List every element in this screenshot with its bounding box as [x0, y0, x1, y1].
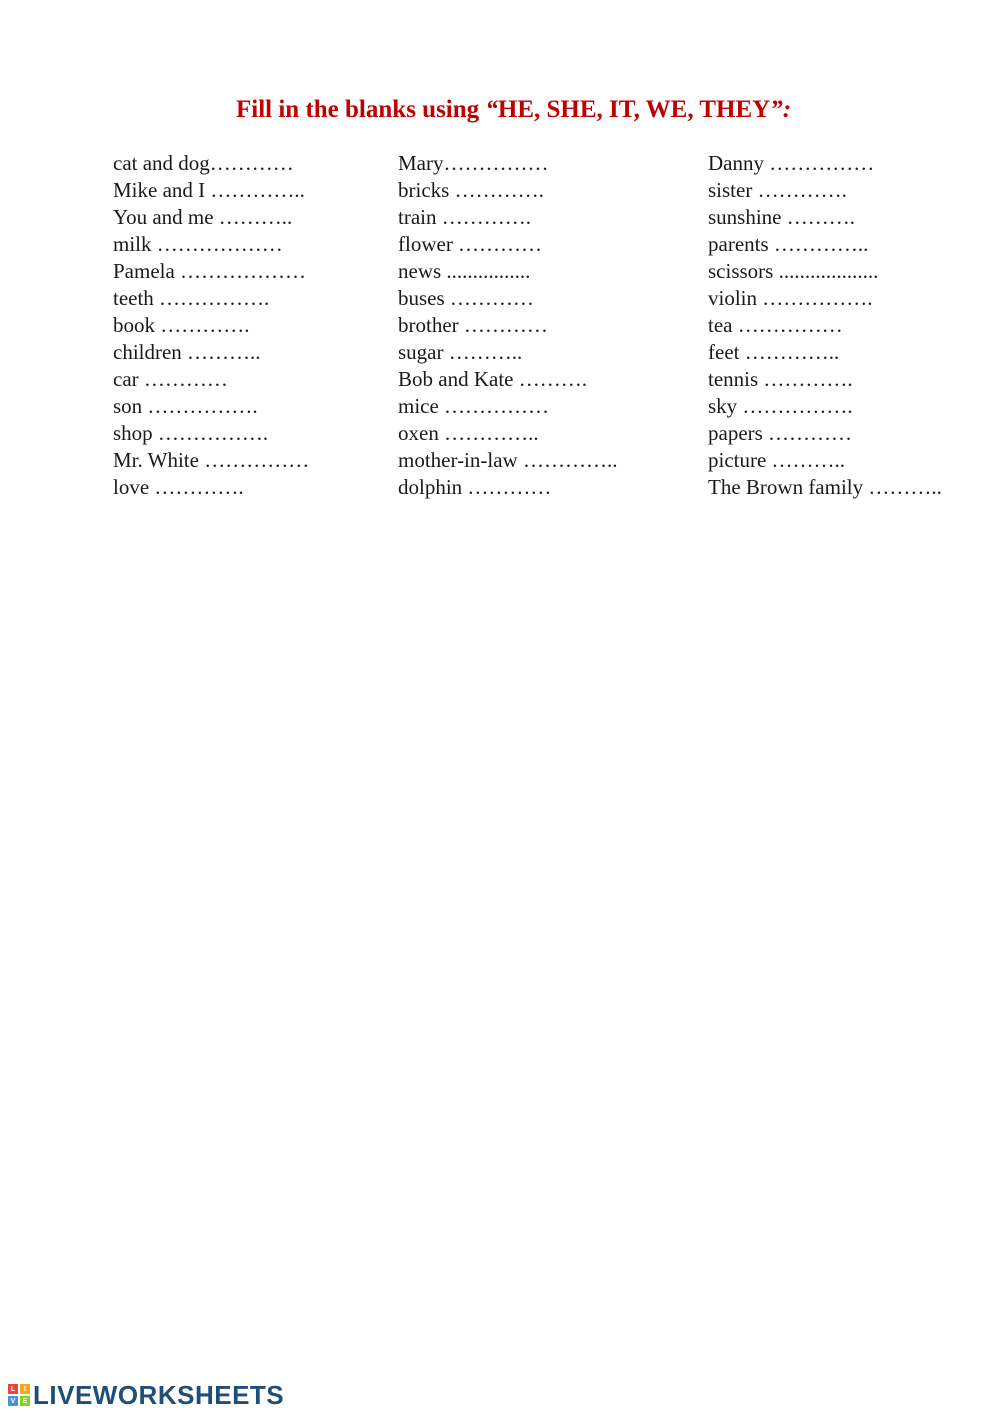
blank-item[interactable]: tennis …………. [708, 367, 853, 391]
blank-item[interactable]: sunshine ………. [708, 205, 855, 229]
blank-item[interactable]: You and me ……….. [113, 205, 293, 229]
blank-item[interactable]: Bob and Kate ………. [398, 367, 587, 391]
blank-item[interactable]: feet ………….. [708, 340, 840, 364]
logo-tile: V [8, 1396, 18, 1406]
liveworksheets-footer [8, 1380, 284, 1410]
blank-item[interactable]: milk ……………… [113, 232, 283, 256]
blank-item[interactable]: scissors ................... [708, 259, 879, 283]
blank-item[interactable]: The Brown family ……….. [708, 475, 942, 499]
blank-item[interactable]: sister …………. [708, 178, 847, 202]
blank-item[interactable]: car ………… [113, 367, 228, 391]
blank-item[interactable]: train …………. [398, 205, 531, 229]
blank-item[interactable]: violin ……………. [708, 286, 873, 310]
blank-item[interactable]: son ……………. [113, 394, 258, 418]
blank-item[interactable]: Mary…………… [398, 151, 549, 175]
word-column-1 [113, 150, 309, 501]
logo-tile: E [20, 1396, 30, 1406]
title-open-quote: “ [485, 96, 498, 123]
word-column-3 [708, 150, 942, 501]
blank-item[interactable]: cat and dog………… [113, 151, 294, 175]
blank-item[interactable]: flower ………… [398, 232, 543, 256]
logo-tile: L [8, 1384, 18, 1394]
blank-item[interactable]: papers ………… [708, 421, 853, 445]
blank-item[interactable]: tea …………… [708, 313, 843, 337]
blank-item[interactable]: Mike and I ………….. [113, 178, 305, 202]
blank-item[interactable]: children ……….. [113, 340, 261, 364]
blank-item[interactable]: bricks …………. [398, 178, 544, 202]
blank-item[interactable]: book …………. [113, 313, 250, 337]
worksheet-title [236, 96, 791, 124]
blank-item[interactable]: sugar ……….. [398, 340, 523, 364]
blank-item[interactable]: dolphin ………… [398, 475, 552, 499]
title-pronouns: HE, SHE, IT, WE, THEY [497, 96, 771, 123]
blank-item[interactable]: Danny …………… [708, 151, 875, 175]
blank-item[interactable]: picture ……….. [708, 448, 846, 472]
blank-item[interactable]: love …………. [113, 475, 244, 499]
title-close-quote: ”: [770, 96, 792, 123]
blank-item[interactable]: news ................ [398, 259, 531, 283]
liveworksheets-logo-icon [8, 1384, 30, 1406]
blank-item[interactable]: brother ………… [398, 313, 548, 337]
blank-item[interactable]: mice …………… [398, 394, 550, 418]
blank-item[interactable]: oxen ………….. [398, 421, 539, 445]
blank-item[interactable]: Mr. White …………… [113, 448, 310, 472]
blank-item[interactable]: shop ……………. [113, 421, 269, 445]
title-instruction: Fill in the blanks using [236, 96, 486, 123]
blank-item[interactable]: parents ………….. [708, 232, 869, 256]
blank-item[interactable]: Pamela ……………… [113, 259, 307, 283]
blank-item[interactable]: buses ………… [398, 286, 534, 310]
word-column-2 [398, 150, 617, 501]
blank-item[interactable]: teeth ……………. [113, 286, 270, 310]
brand-name: LIVEWORKSHEETS [33, 1379, 285, 1410]
blank-item[interactable]: sky ……………. [708, 394, 853, 418]
blank-item[interactable]: mother-in-law ………….. [398, 448, 618, 472]
logo-tile: I [20, 1384, 30, 1394]
